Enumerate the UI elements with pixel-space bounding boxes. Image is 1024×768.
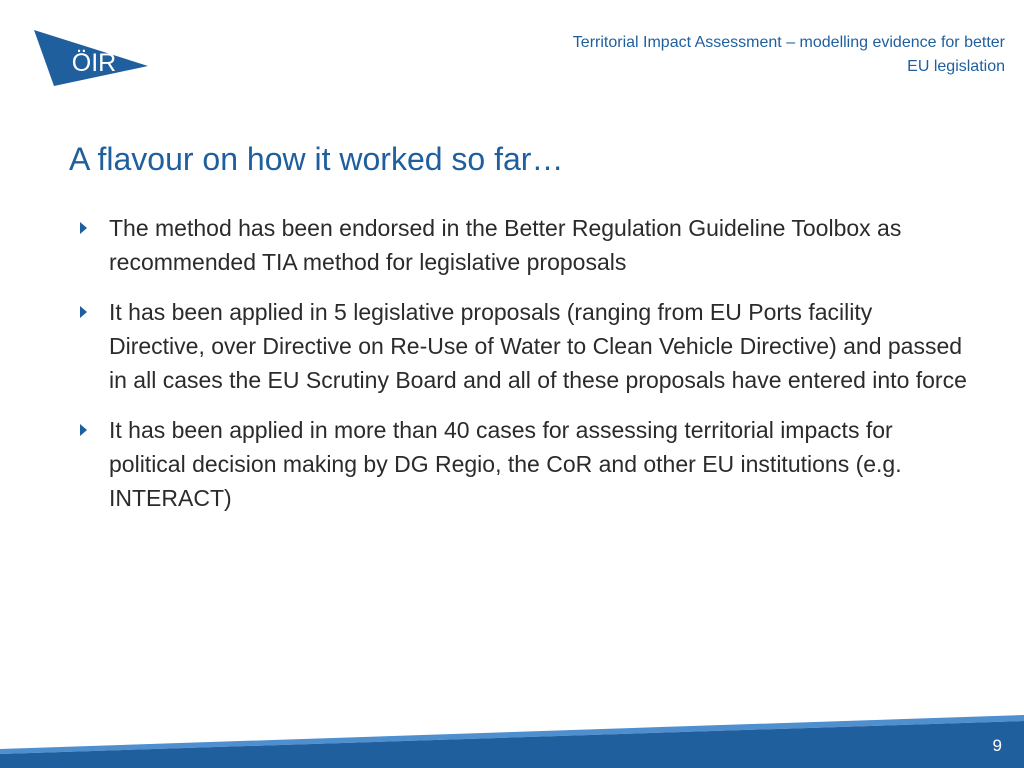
bullet-item	[78, 413, 968, 515]
header-line-2: EU legislation	[907, 58, 1005, 75]
header-line-1: Territorial Impact Assessment – modelling evidence for better	[572, 34, 1005, 51]
oir-logo	[32, 28, 150, 88]
bullet-text: It has been applied in 5 legislative proposals (ranging from EU Ports facility Directive, over Directive on Re-Use of Water to Clean Vehicle Directive) and passed in all cases the EU Scrutiny Board and all of these proposals have entered into force	[109, 299, 967, 393]
triangle-right-icon	[80, 306, 87, 318]
presentation-header	[485, 31, 1005, 79]
bullet-text: The method has been endorsed in the Better Regulation Guideline Toolbox as recommended TIA method for legislative proposals	[109, 215, 902, 275]
bullet-item	[78, 295, 968, 397]
logo-text: ÖIR	[71, 49, 117, 77]
footer-band	[0, 712, 1024, 768]
triangle-right-icon	[80, 424, 87, 436]
page-number: 9	[992, 736, 1002, 755]
bullet-text: It has been applied in more than 40 cases for assessing territorial impacts for political decision making by DG Regio, the CoR and other EU institutions (e.g. INTERACT)	[109, 417, 902, 511]
bullet-item	[78, 211, 968, 279]
bullet-list	[78, 211, 968, 531]
slide-title: A flavour on how it worked so far…	[69, 141, 564, 177]
triangle-right-icon	[80, 222, 87, 234]
